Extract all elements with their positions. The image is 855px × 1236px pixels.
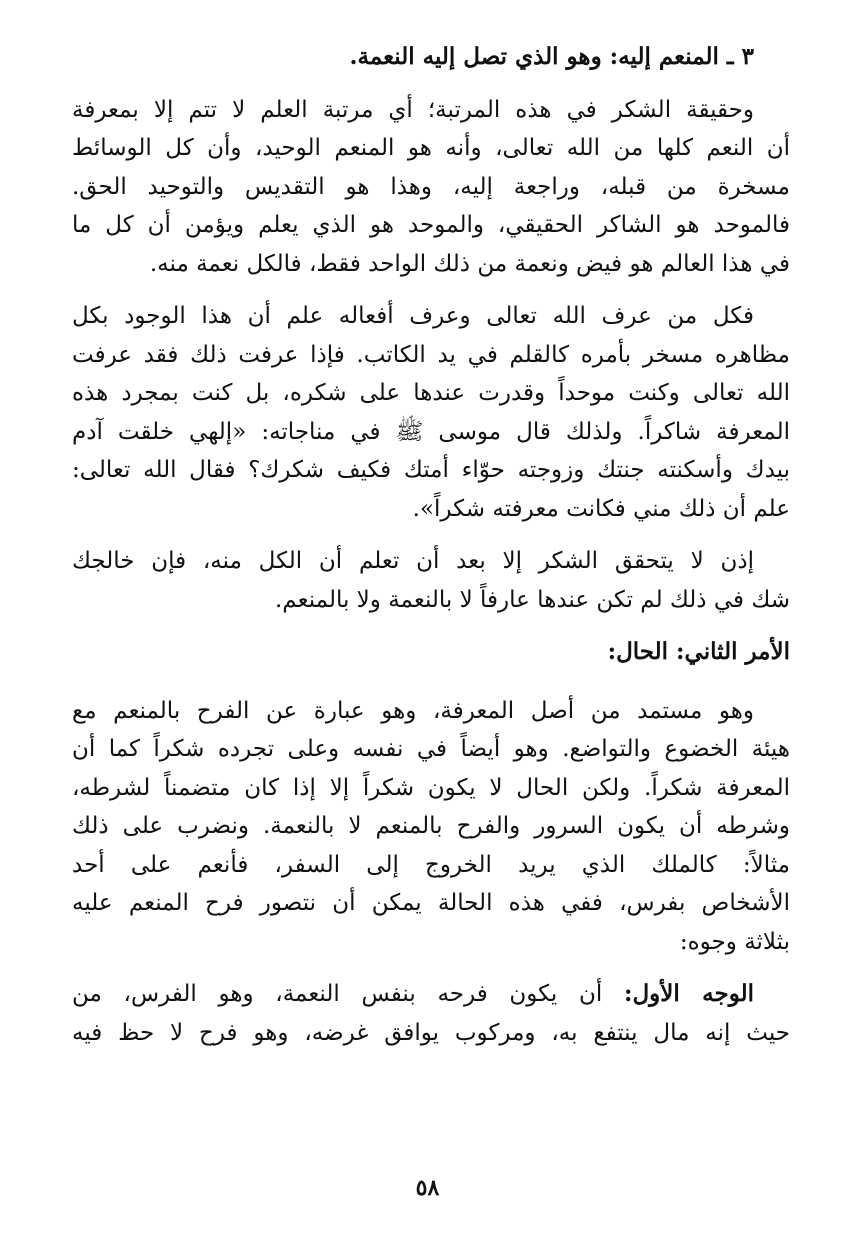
paragraph-4-line-4: وشرطه أن يكون السرور والفرح بالمنعم لا بالنعمة. ونضرب على ذلك <box>72 813 790 839</box>
paragraph-4-line-2: هيئة الخضوع والتواضع. وهو أيضاً في نفسه وعلى تجرده شكراً كما أن <box>72 736 790 762</box>
page-number: ٥٨ <box>415 1175 440 1201</box>
paragraph-2-line-6: علم أن ذلك مني فكانت معرفته شكراً». <box>412 495 790 522</box>
paragraph-2-line-4: المعرفة شاكراً. ولذلك قال موسى ﷺ في مناجاته: «إلهي خلقت آدم <box>72 418 790 445</box>
paragraph-2 <box>72 297 790 528</box>
paragraph-4 <box>72 692 790 962</box>
paragraph-3-line-2: شك في ذلك لم تكن عندها عارفاً لا بالنعمة ولا بالمنعم. <box>275 586 790 613</box>
paragraph-1-line-2: أن النعم كلها من الله تعالى، وأنه هو المنعم الوحيد، وأن كل الوسائط <box>72 135 790 161</box>
paragraph-4-line-6: الأشخاص بفرس، ففي هذه الحالة يمكن أن نتصور فرح المنعم عليه <box>72 890 790 916</box>
paragraph-4-line-1: وهو مستمد من أصل المعرفة، وهو عبارة عن الفرح بالمنعم مع <box>72 697 754 724</box>
paragraph-5 <box>72 975 790 1052</box>
paragraph-1-line-1: وحقيقة الشكر في هذه المرتبة؛ أي مرتبة العلم لا تتم إلا بمعرفة <box>72 96 754 123</box>
paragraph-4-line-5: مثالاً: كالملك الذي يريد الخروج إلى السفر، فأنعم على أحد <box>72 851 790 878</box>
paragraph-1-line-4: فالموحد هو الشاكر الحقيقي، والموحد هو الذي يعلم ويؤمن أن كل ما <box>72 212 790 238</box>
paragraph-3-line-1: إذن لا يتحقق الشكر إلا بعد أن تعلم أن الكل منه، فإن خالجك <box>72 548 754 574</box>
paragraph-2-line-1: فكل من عرف الله تعالى وعرف أفعاله علم أن هذا الوجود بكل <box>72 303 754 329</box>
paragraph-2-line-2: مظاهره مسخر بأمره كالقلم في يد الكاتب. فإذا عرفت ذلك فقد عرفت <box>72 341 790 368</box>
paragraph-2-line-3: الله تعالى وكنت موحداً وقدرت عندها على شكره، بل كنت بمجرد هذه <box>72 380 790 406</box>
paragraph-3 <box>72 542 790 619</box>
paragraph-5-line-1 <box>72 975 790 1014</box>
paragraph-1 <box>72 91 790 284</box>
section-heading: الأمر الثاني: الحال: <box>607 638 790 665</box>
paragraph-1-line-3: مسخرة من قبله، وراجعة إليه، وهذا هو التقديس والتوحيد الحق. <box>72 173 790 200</box>
paragraph-5-line-1-rest: أن يكون فرحه بنفس النعمة، وهو الفرس، من <box>72 981 624 1007</box>
paragraph-4-line-7: بثلاثة وجوه: <box>679 928 790 955</box>
list-item-3 <box>72 38 790 77</box>
paragraph-5-line-2: حيث إنه مال ينتفع به، ومركوب يوافق غرضه، وهو فرح لا حظ فيه <box>72 1019 790 1046</box>
paragraph-1-line-5: في هذا العالم هو فيض ونعمة من ذلك الواحد فقط، فالكل نعمة منه. <box>149 250 790 277</box>
page-body <box>72 38 790 1066</box>
paragraph-4-line-3: المعرفة شكراً. ولكن الحال لا يكون شكراً إلا إذا كان متضمناً لشرطه، <box>72 774 790 801</box>
paragraph-5-lead: الوجه الأول: <box>623 980 754 1007</box>
list-item-3-text: ٣ ـ المنعم إليه: وهو الذي تصل إليه النعمة. <box>349 43 754 70</box>
paragraph-2-line-5: بيدك وأسكنته جنتك وزوجته حوّاء أمتك فكيف شكرك؟ فقال الله تعالى: <box>72 457 790 483</box>
